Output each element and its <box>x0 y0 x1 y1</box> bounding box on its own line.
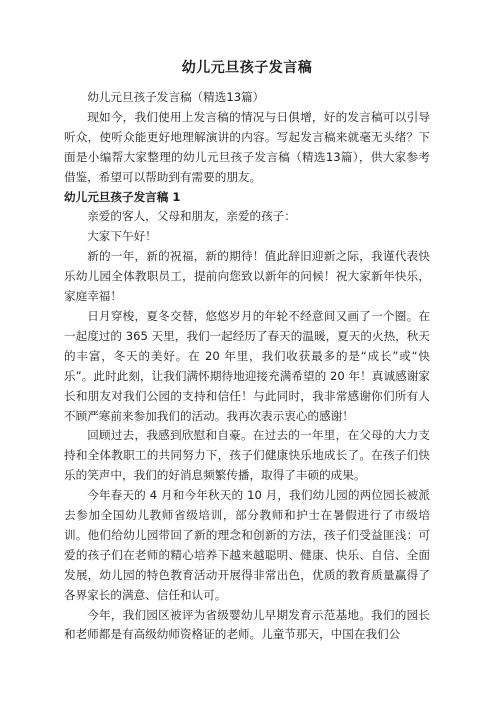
body-paragraph: 日月穿梭，夏冬交替，悠悠岁月的年轮不经意间又画了一个圈。在一起度过的 365 天里，我们一起经历了春天的温暖，夏天的火热，秋天的丰富，冬天的美好。在 20 年里，我们收获最多的是“成长”或“快乐”。此时此刻，让我们满怀期待地迎接充满希望的 20 年！真诚感谢家长和朋友对我们公园的支持和信任！与此同时，我非常感谢你们所有人不顾严寒前来参加我们的活动。我再次表示衷心的感谢！ <box>64 308 430 423</box>
greeting-paragraph: 大家下午好！ <box>87 229 157 244</box>
body-paragraph: 今年春天的 4 月和今年秋天的 10 月，我们幼儿园的两位园长被派去参加全国幼儿教师省级培训，部分教师和护士在暑假进行了市级培训。他们给幼儿园带回了新的理念和创新的方法，孩子们受益匪浅：可爱的孩子们在老师的精心培养下越来越聪明、健康、快乐、自信、全面发展，幼儿园的特色教育活动开展得非常出色，优质的教育质量赢得了各界家长的满意、信任和认可。 <box>64 488 430 602</box>
intro-paragraph: 现如今，我们使用上发言稿的情况与日俱增，好的发言稿可以引导听众，使听众能更好地理解演讲的内容。写起发言稿来就毫无头绪？下面是小编帮大家整理的幼儿元旦孩子发言稿（精选13篇），供大家参考借鉴，希望可以帮助到有需要的朋友。 <box>64 109 430 184</box>
body-paragraph: 回顾过去，我感到欣慰和自豪。在过去的一年里，在父母的大力支持和全体教职工的共同努力下，孩子们健康快乐地成长了。在孩子们快乐的笑声中，我们的好消息频繁传播，取得了丰硕的成果。 <box>64 428 430 483</box>
document-title: 幼儿元旦孩子发言稿 <box>181 60 313 76</box>
section-heading: 幼儿元旦孩子发言稿 1 <box>64 189 181 204</box>
body-paragraph: 新的一年，新的祝福，新的期待！值此辞旧迎新之际，我谨代表快乐幼儿园全体教职员工，提前向您致以新年的问候！祝大家新年快乐，家庭幸福！ <box>64 249 430 304</box>
body-paragraph: 今年，我们园区被评为省级婴幼儿早期发育示范基地。我们的园长和老师都是有高级幼师资格证的老师。儿童节那天，中国在我们公 <box>64 607 430 642</box>
subtitle-paragraph: 幼儿元旦孩子发言稿（精选13篇） <box>87 90 265 104</box>
greeting-paragraph: 亲爱的客人，父母和朋友，亲爱的孩子： <box>87 209 296 224</box>
